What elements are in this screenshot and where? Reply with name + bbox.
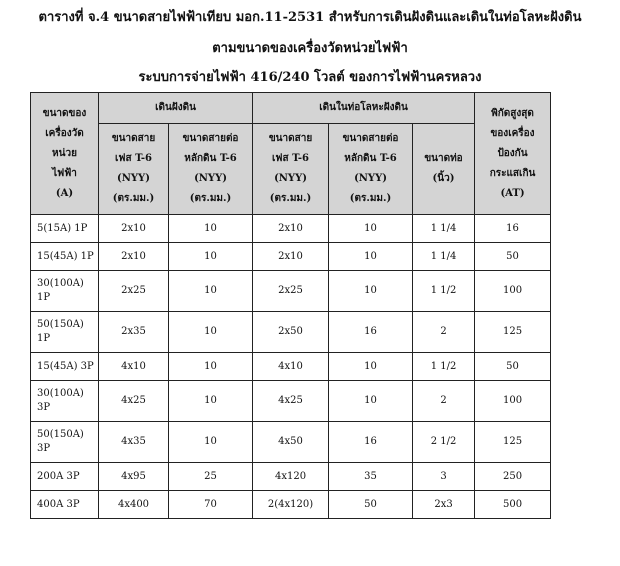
table-row bbox=[31, 271, 551, 312]
cell-conduit-phase: 2(4x120) bbox=[253, 491, 329, 519]
cell-conduit-phase: 2x25 bbox=[253, 271, 329, 312]
cell-meter-size: 30(100A) 3P bbox=[31, 381, 99, 422]
header-breaker-rating: พิกัดสูงสุด ของเครื่อง ป้องกัน กระแสเกิน (AT) bbox=[475, 93, 551, 215]
cell-buried-phase: 2x10 bbox=[99, 215, 169, 243]
cell-breaker: 100 bbox=[475, 271, 551, 312]
table-row bbox=[31, 243, 551, 271]
cell-conduit-ground: 10 bbox=[329, 353, 413, 381]
cell-buried-ground: 10 bbox=[169, 381, 253, 422]
document-title-line2: ตามขนาดของเครื่องวัดหน่วยไฟฟ้า bbox=[212, 41, 408, 56]
cell-conduit-size: 3 bbox=[413, 463, 475, 491]
cell-conduit-phase: 2x10 bbox=[253, 243, 329, 271]
cell-conduit-ground: 16 bbox=[329, 312, 413, 353]
cell-buried-ground: 10 bbox=[169, 353, 253, 381]
cell-meter-size: 5(15A) 1P bbox=[31, 215, 99, 243]
cell-buried-phase: 2x35 bbox=[99, 312, 169, 353]
header-meter-size: ขนาดของ เครื่องวัด หน่วย ไฟฟ้า (A) bbox=[31, 93, 99, 215]
cell-buried-phase: 4x25 bbox=[99, 381, 169, 422]
cell-breaker: 100 bbox=[475, 381, 551, 422]
table-row bbox=[31, 422, 551, 463]
cell-conduit-size: 1 1/2 bbox=[413, 353, 475, 381]
cell-buried-ground: 10 bbox=[169, 312, 253, 353]
cell-conduit-size: 2x3 bbox=[413, 491, 475, 519]
cell-meter-size: 50(150A) 3P bbox=[31, 422, 99, 463]
header-conduit-phase-wire: ขนาดสาย เฟส T-6 (NYY) (ตร.มม.) bbox=[253, 124, 329, 215]
cell-buried-ground: 10 bbox=[169, 422, 253, 463]
cell-meter-size: 30(100A) 1P bbox=[31, 271, 99, 312]
header-group-buried: เดินฝังดิน bbox=[99, 93, 253, 124]
cell-conduit-size: 1 1/2 bbox=[413, 271, 475, 312]
header-buried-phase-wire: ขนาดสาย เฟส T-6 (NYY) (ตร.มม.) bbox=[99, 124, 169, 215]
cell-breaker: 250 bbox=[475, 463, 551, 491]
table-row bbox=[31, 312, 551, 353]
table-row bbox=[31, 215, 551, 243]
cell-meter-size: 200A 3P bbox=[31, 463, 99, 491]
cell-conduit-phase: 4x120 bbox=[253, 463, 329, 491]
cell-meter-size: 400A 3P bbox=[31, 491, 99, 519]
cell-buried-ground: 70 bbox=[169, 491, 253, 519]
cell-conduit-ground: 10 bbox=[329, 271, 413, 312]
cell-conduit-phase: 4x10 bbox=[253, 353, 329, 381]
cell-meter-size: 15(45A) 1P bbox=[31, 243, 99, 271]
cell-buried-ground: 10 bbox=[169, 243, 253, 271]
cell-conduit-ground: 10 bbox=[329, 215, 413, 243]
cell-conduit-size: 1 1/4 bbox=[413, 243, 475, 271]
cell-breaker: 50 bbox=[475, 353, 551, 381]
cell-breaker: 50 bbox=[475, 243, 551, 271]
cell-meter-size: 50(150A) 1P bbox=[31, 312, 99, 353]
cell-buried-phase: 4x35 bbox=[99, 422, 169, 463]
header-conduit-size: ขนาดท่อ (นิ้ว) bbox=[413, 124, 475, 215]
table-row bbox=[31, 381, 551, 422]
cell-conduit-ground: 16 bbox=[329, 422, 413, 463]
cell-buried-phase: 2x25 bbox=[99, 271, 169, 312]
cell-meter-size: 15(45A) 3P bbox=[31, 353, 99, 381]
header-conduit-ground-wire: ขนาดสายต่อ หลักดิน T-6 (NYY) (ตร.มม.) bbox=[329, 124, 413, 215]
cell-conduit-ground: 10 bbox=[329, 381, 413, 422]
cell-buried-phase: 2x10 bbox=[99, 243, 169, 271]
cell-conduit-size: 2 bbox=[413, 312, 475, 353]
table-row bbox=[31, 463, 551, 491]
document-title-line3: ระบบการจ่ายไฟฟ้า 416/240 โวลต์ ของการไฟฟ้านครหลวง bbox=[138, 70, 482, 85]
cell-conduit-phase: 4x25 bbox=[253, 381, 329, 422]
table-row bbox=[31, 491, 551, 519]
cell-conduit-phase: 2x10 bbox=[253, 215, 329, 243]
document-title-line1: ตารางที่ จ.4 ขนาดสายไฟฟ้าเทียบ มอก.11-2531 สำหรับการเดินฝังดินและเดินในท่อโลหะฝังดิน bbox=[38, 10, 582, 25]
cell-buried-ground: 10 bbox=[169, 215, 253, 243]
cell-breaker: 125 bbox=[475, 422, 551, 463]
cell-buried-phase: 4x95 bbox=[99, 463, 169, 491]
cell-conduit-ground: 10 bbox=[329, 243, 413, 271]
header-group-conduit: เดินในท่อโลหะฝังดิน bbox=[253, 93, 475, 124]
cell-buried-ground: 25 bbox=[169, 463, 253, 491]
cell-conduit-ground: 35 bbox=[329, 463, 413, 491]
table-row bbox=[31, 353, 551, 381]
cell-breaker: 125 bbox=[475, 312, 551, 353]
cell-buried-phase: 4x10 bbox=[99, 353, 169, 381]
cell-conduit-phase: 2x50 bbox=[253, 312, 329, 353]
cell-conduit-size: 1 1/4 bbox=[413, 215, 475, 243]
cell-buried-ground: 10 bbox=[169, 271, 253, 312]
cell-conduit-phase: 4x50 bbox=[253, 422, 329, 463]
cell-conduit-size: 2 bbox=[413, 381, 475, 422]
cell-conduit-size: 2 1/2 bbox=[413, 422, 475, 463]
cell-conduit-ground: 50 bbox=[329, 491, 413, 519]
header-buried-ground-wire: ขนาดสายต่อ หลักดิน T-6 (NYY) (ตร.มม.) bbox=[169, 124, 253, 215]
wire-size-table bbox=[30, 92, 551, 519]
cell-breaker: 500 bbox=[475, 491, 551, 519]
cell-breaker: 16 bbox=[475, 215, 551, 243]
cell-buried-phase: 4x400 bbox=[99, 491, 169, 519]
